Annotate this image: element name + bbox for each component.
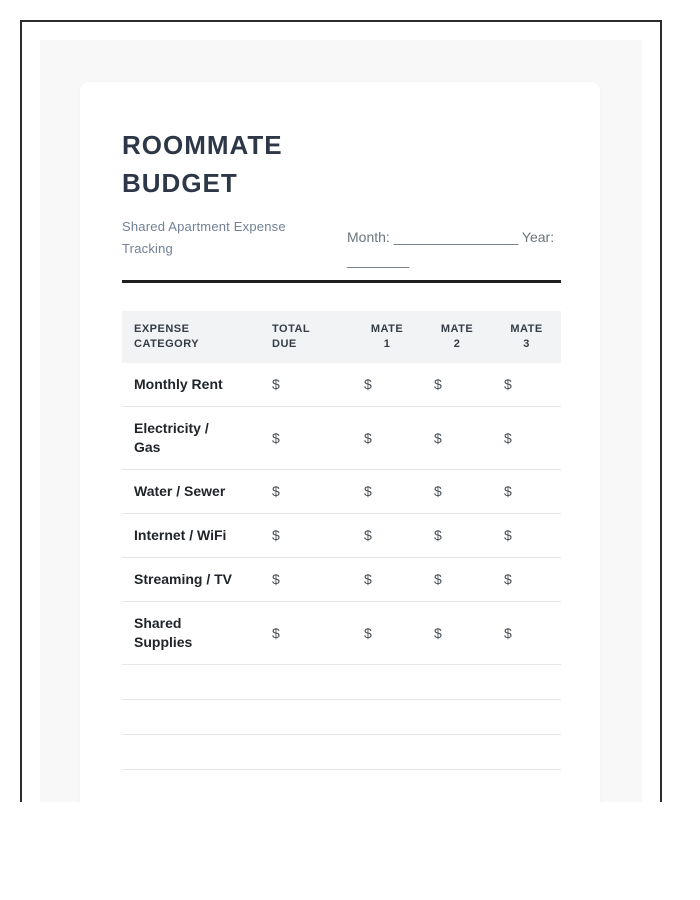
table-row-monthly-rent — [122, 363, 561, 407]
category-cell: Streaming / TV — [122, 558, 260, 602]
category-cell: Monthly Rent — [122, 363, 260, 407]
amount-cell-mate-3: $ — [492, 363, 561, 407]
category-cell: Electricity / Gas — [122, 407, 260, 470]
amount-cell-mate-3: $ — [492, 558, 561, 602]
month-year-fields — [347, 126, 561, 272]
budget-card — [80, 82, 600, 802]
amount-cell-mate-2: $ — [422, 602, 492, 665]
col-header-total-due: TOTAL DUE — [260, 311, 352, 363]
amount-cell-mate-1: $ — [352, 363, 422, 407]
table-row-internet-wifi — [122, 514, 561, 558]
table-header-row — [122, 311, 561, 363]
page-subtitle: Shared Apartment Expense Tracking — [122, 219, 286, 256]
page-title: ROOMMATE BUDGET — [122, 130, 283, 198]
year-label: Year: — [521, 229, 555, 245]
category-cell: Shared Supplies — [122, 602, 260, 665]
table-row-water-sewer — [122, 470, 561, 514]
amount-cell-mate-1: $ — [352, 558, 422, 602]
amount-cell-mate-2: $ — [422, 407, 492, 470]
category-cell: Water / Sewer — [122, 470, 260, 514]
expense-table — [122, 311, 561, 770]
amount-cell-mate-2: $ — [422, 470, 492, 514]
amount-cell-total-due: $ — [260, 363, 352, 407]
category-cell: Internet / WiFi — [122, 514, 260, 558]
col-header-expense-category: EXPENSE CATEGORY — [122, 311, 260, 363]
amount-cell-mate-2: $ — [422, 363, 492, 407]
card-header-left — [122, 126, 347, 260]
amount-cell-mate-1: $ — [352, 514, 422, 558]
amount-cell-mate-1: $ — [352, 602, 422, 665]
empty-table-row — [122, 735, 561, 770]
year-blank-line: ________ — [347, 252, 410, 268]
amount-cell-total-due: $ — [260, 602, 352, 665]
table-row-shared-supplies — [122, 602, 561, 665]
amount-cell-total-due: $ — [260, 558, 352, 602]
table-row-streaming-tv — [122, 558, 561, 602]
amount-cell-total-due: $ — [260, 470, 352, 514]
amount-cell-mate-2: $ — [422, 558, 492, 602]
amount-cell-mate-2: $ — [422, 514, 492, 558]
card-header — [122, 126, 561, 272]
amount-cell-total-due: $ — [260, 407, 352, 470]
month-label: Month: — [347, 229, 390, 245]
amount-cell-mate-1: $ — [352, 407, 422, 470]
table-row-electricity-gas — [122, 407, 561, 470]
amount-cell-total-due: $ — [260, 514, 352, 558]
amount-cell-mate-1: $ — [352, 470, 422, 514]
amount-cell-mate-3: $ — [492, 514, 561, 558]
col-header-mate-2: MATE 2 — [422, 311, 492, 363]
amount-cell-mate-3: $ — [492, 407, 561, 470]
amount-cell-mate-3: $ — [492, 470, 561, 514]
col-header-mate-3: MATE 3 — [492, 311, 561, 363]
empty-table-row — [122, 665, 561, 700]
amount-cell-mate-3: $ — [492, 602, 561, 665]
month-blank-line: ________________ — [393, 229, 519, 245]
col-header-mate-1: MATE 1 — [352, 311, 422, 363]
header-divider — [122, 280, 561, 283]
empty-table-row — [122, 700, 561, 735]
